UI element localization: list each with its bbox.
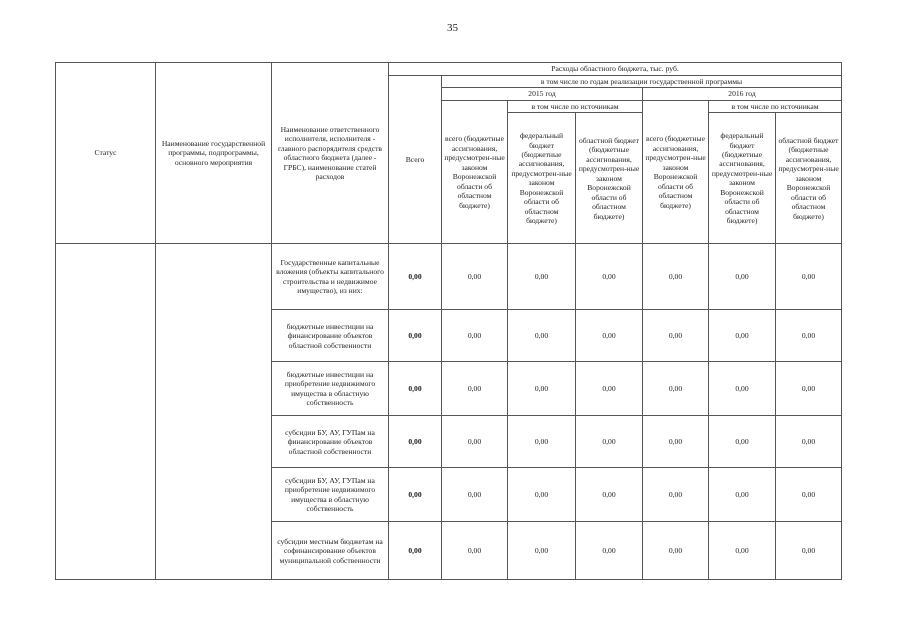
value-cell: 0,00 (508, 362, 576, 416)
value-cell: 0,00 (442, 468, 508, 522)
total-value-cell: 0,00 (389, 522, 442, 580)
value-cell: 0,00 (442, 244, 508, 310)
value-cell: 0,00 (776, 522, 842, 580)
expense-item-name: бюджетные инвестиции на приобретение недвижимого имущества в областную собственность (272, 362, 389, 416)
program-name-cell (156, 244, 272, 580)
value-cell: 0,00 (709, 468, 776, 522)
value-cell: 0,00 (576, 522, 643, 580)
header-2015-total: всего (бюджетные ассигнования, предусмотрен-ные законом Воронежской области об областном бюджете) (442, 100, 508, 243)
table-row (56, 244, 842, 310)
value-cell: 0,00 (776, 416, 842, 468)
value-cell: 0,00 (643, 522, 709, 580)
header-status: Статус (56, 63, 156, 244)
value-cell: 0,00 (508, 522, 576, 580)
value-cell: 0,00 (776, 310, 842, 362)
header-expenses-title: Расходы областного бюджета, тыс. руб. (389, 63, 842, 76)
value-cell: 0,00 (709, 522, 776, 580)
value-cell: 0,00 (709, 416, 776, 468)
value-cell: 0,00 (709, 244, 776, 310)
header-program-name: Наименование государственной программы, подпрограммы, основного мероприятия (156, 63, 272, 244)
value-cell: 0,00 (643, 244, 709, 310)
header-2015-regional: областной бюджет (бюджетные ассигнования, предусмотрен-ные законом Воронежской области об областном бюджете) (576, 113, 643, 244)
budget-table (55, 62, 842, 580)
value-cell: 0,00 (576, 244, 643, 310)
value-cell: 0,00 (709, 310, 776, 362)
value-cell: 0,00 (576, 310, 643, 362)
status-cell (56, 244, 156, 580)
header-2016-federal: федеральный бюджет (бюджетные ассигнования, предусмотрен-ные законом Воронежской области об областном бюджете) (709, 113, 776, 244)
header-2016-regional: областной бюджет (бюджетные ассигнования, предусмотрен-ные законом Воронежской области об областном бюджете) (776, 113, 842, 244)
value-cell: 0,00 (442, 522, 508, 580)
value-cell: 0,00 (576, 468, 643, 522)
header-2015-federal: федеральный бюджет (бюджетные ассигнования, предусмотрен-ные законом Воронежской области об областном бюджете) (508, 113, 576, 244)
total-value-cell: 0,00 (389, 244, 442, 310)
header-year-2016: 2016 год (643, 88, 842, 100)
value-cell: 0,00 (576, 362, 643, 416)
expense-item-name: бюджетные инвестиции на финансирование объектов областной собственности (272, 310, 389, 362)
page-number: 35 (447, 22, 458, 34)
expense-item-name: субсидии местным бюджетам на софинансирование объектов муниципальной собственности (272, 522, 389, 580)
value-cell: 0,00 (776, 362, 842, 416)
expense-item-name: Государственные капитальные вложения (объекты капитального строительства и недвижимое имущество), из них: (272, 244, 389, 310)
value-cell: 0,00 (776, 468, 842, 522)
total-value-cell: 0,00 (389, 416, 442, 468)
value-cell: 0,00 (643, 310, 709, 362)
value-cell: 0,00 (776, 244, 842, 310)
value-cell: 0,00 (643, 416, 709, 468)
value-cell: 0,00 (709, 362, 776, 416)
value-cell: 0,00 (643, 362, 709, 416)
value-cell: 0,00 (442, 310, 508, 362)
header-2016-by-sources: в том числе по источникам (709, 100, 842, 112)
value-cell: 0,00 (442, 362, 508, 416)
total-value-cell: 0,00 (389, 310, 442, 362)
expense-item-name: субсидии БУ, АУ, ГУПам на приобретение недвижимого имущества в областную собственность (272, 468, 389, 522)
value-cell: 0,00 (643, 468, 709, 522)
header-total: Всего (389, 76, 442, 244)
header-responsible: Наименование ответственного исполнителя, исполнителя - главного распорядителя средств областного бюджета (далее - ГРБС), наименование статей расходов (272, 63, 389, 244)
value-cell: 0,00 (508, 244, 576, 310)
header-row-1 (56, 63, 842, 76)
total-value-cell: 0,00 (389, 468, 442, 522)
expense-item-name: субсидии БУ, АУ, ГУПам на финансирование объектов областной собственности (272, 416, 389, 468)
header-2016-total: всего (бюджетные ассигнования, предусмотрен-ные законом Воронежской области об областном бюджете) (643, 100, 709, 243)
header-year-2015: 2015 год (442, 88, 643, 100)
header-2015-by-sources: в том числе по источникам (508, 100, 643, 112)
value-cell: 0,00 (508, 468, 576, 522)
value-cell: 0,00 (576, 416, 643, 468)
header-by-years: в том числе по годам реализации государственной программы (442, 76, 842, 88)
value-cell: 0,00 (442, 416, 508, 468)
value-cell: 0,00 (508, 416, 576, 468)
value-cell: 0,00 (508, 310, 576, 362)
total-value-cell: 0,00 (389, 362, 442, 416)
